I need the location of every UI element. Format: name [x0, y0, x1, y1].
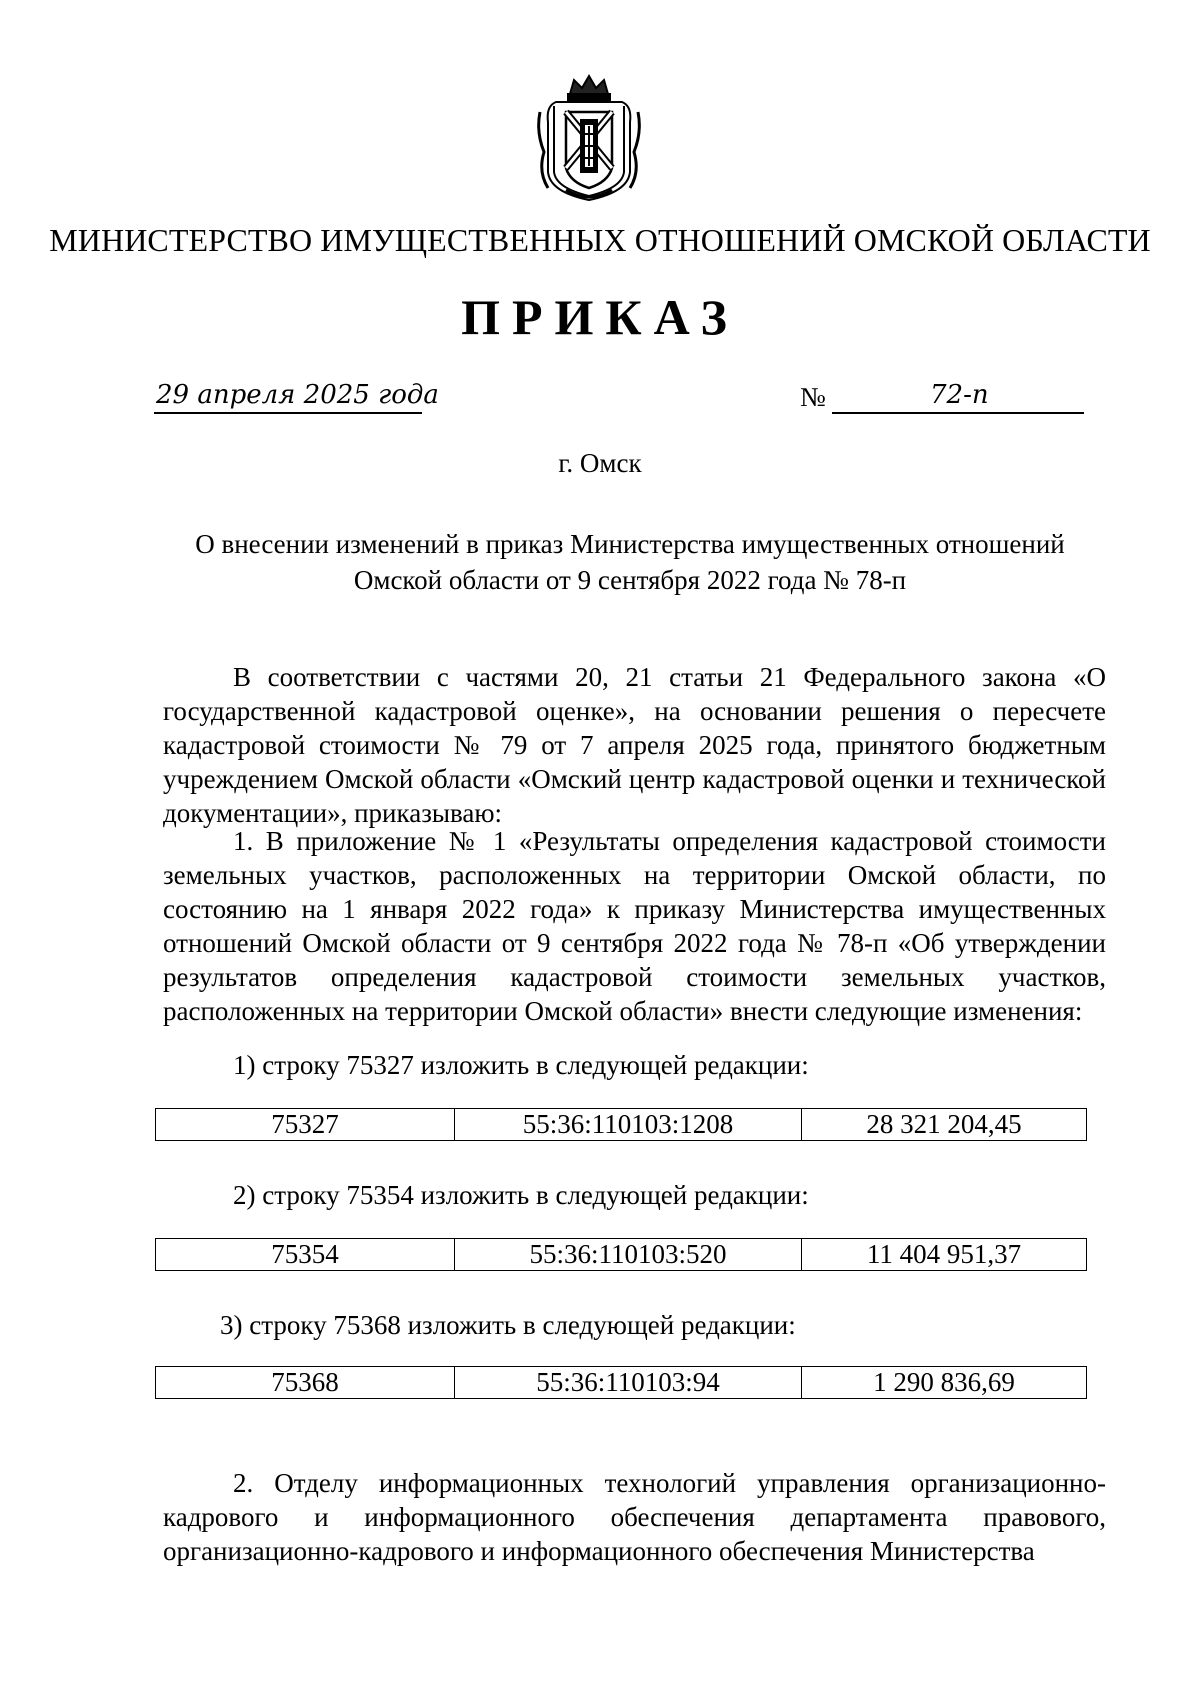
clause-1-paragraph: 1. В приложение № 1 «Результаты определения кадастровой стоимости земельных участков, расположенных на территории Омской области, по состоянию на 1 января 2022 года» к приказу Министерства имущественных отношений Омской области от 9 сентября 2022 года № 78-п «Об утверждении результатов определения кадастровой стоимости земельных участков, расположенных на территории Омской области» внести следующие изменения:	[163, 826, 1106, 1026]
row-number-cell: 75368	[156, 1367, 455, 1398]
table-row	[155, 1238, 1087, 1271]
order-number: 72-п	[930, 380, 989, 410]
subitem-2-label: 2) строку 75354 изложить в следующей редакции:	[233, 1180, 809, 1210]
ministry-name: МИНИСТЕРСТВО ИМУЩЕСТВЕННЫХ ОТНОШЕНИЙ ОМСКОЙ ОБЛАСТИ	[49, 222, 1151, 258]
order-subject: О внесении изменений в приказ Министерства имущественных отношений Омской области от 9 сентября 2022 года № 78-п	[195, 529, 1065, 595]
row-number-cell: 75327	[156, 1109, 455, 1140]
cadastral-value-cell: 11 404 951,37	[866, 1239, 1022, 1269]
city: г. Омск	[558, 448, 642, 478]
cadastral-value-cell: 28 321 204,45	[866, 1109, 1022, 1139]
number-underline	[832, 412, 1084, 414]
cadastral-number-cell: 55:36:110103:1208	[455, 1109, 802, 1140]
table-row	[155, 1108, 1087, 1141]
cadastral-number-cell: 55:36:110103:94	[455, 1367, 802, 1398]
cadastral-value-cell: 1 290 836,69	[873, 1367, 1015, 1397]
subitem-1-label: 1) строку 75327 изложить в следующей редакции:	[233, 1050, 809, 1080]
table-row	[155, 1366, 1087, 1399]
row-number-cell: 75354	[156, 1239, 455, 1270]
number-label: №	[800, 382, 826, 412]
order-date: 29 апреля 2025 года	[156, 380, 439, 410]
clause-2-paragraph: 2. Отделу информационных технологий управления организационно-кадрового и информационного обеспечения департамента правового, организационно-кадрового и информационного обеспечения Министерства	[163, 1468, 1106, 1566]
omsk-coat-of-arms-icon	[536, 72, 642, 204]
date-underline	[154, 412, 422, 414]
preamble-paragraph: В соответствии с частями 20, 21 статьи 21 Федерального закона «О государственной кадастровой оценке», на основании решения о пересчете кадастровой стоимости № 79 от 7 апреля 2025 года, принятого бюджетным учреждением Омской области «Омский центр кадастровой оценки и технической документации», приказываю:	[163, 662, 1106, 828]
cadastral-number-cell: 55:36:110103:520	[455, 1239, 802, 1270]
document-title: ПРИКАЗ	[461, 289, 739, 345]
subitem-3-label: 3) строку 75368 изложить в следующей редакции:	[220, 1310, 796, 1340]
